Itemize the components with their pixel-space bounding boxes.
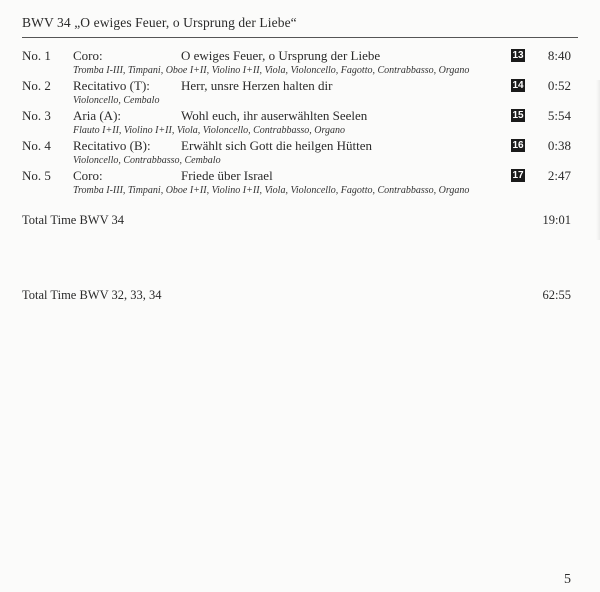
movement-type: Recitativo (B): (73, 138, 151, 153)
movement-number: No. 5 (22, 168, 51, 183)
movement-text: Friede über Israel (181, 168, 273, 183)
movement-number: No. 2 (22, 78, 51, 93)
total-label: Total Time BWV 34 (22, 213, 125, 227)
total-duration: 19:01 (542, 213, 571, 227)
track-number-badge: 16 (512, 140, 524, 151)
movement-duration: 5:54 (547, 108, 571, 123)
movement-text: Herr, unsre Herzen halten dir (181, 78, 333, 93)
movement-type: Coro: (73, 48, 103, 63)
total-duration: 62:55 (542, 288, 571, 302)
track-number-badge: 13 (512, 50, 524, 61)
movement-instrumentation: Tromba I-III, Timpani, Oboe I+II, Violino I+II, Viola, Violoncello, Fagotto, Contrabbasso, Organo (73, 185, 470, 196)
movement-number: No. 1 (22, 48, 51, 63)
movement-duration: 8:40 (547, 48, 571, 63)
track-number-badge: 17 (512, 170, 524, 181)
movement-type: Recitativo (T): (73, 78, 150, 93)
movement-type: Aria (A): (73, 108, 122, 123)
movement-instrumentation: Tromba I-III, Timpani, Oboe I+II, Violino I+II, Viola, Violoncello, Fagotto, Contrabbasso, Organo (73, 65, 470, 76)
movement-text: O ewiges Feuer, o Ursprung der Liebe (181, 48, 381, 63)
movement-number: No. 4 (22, 138, 51, 153)
movement-instrumentation: Violoncello, Contrabbasso, Cembalo (73, 155, 221, 166)
page-number: 5 (564, 572, 571, 587)
movement-instrumentation: Violoncello, Cembalo (73, 95, 160, 106)
movement-text: Erwählt sich Gott die heilgen Hütten (181, 138, 372, 153)
movement-duration: 2:47 (547, 168, 571, 183)
cantata-title: BWV 34 „O ewiges Feuer, o Ursprung der Liebe“ (22, 15, 297, 30)
movement-number: No. 3 (22, 108, 51, 123)
movement-instrumentation: Flauto I+II, Violino I+II, Viola, Violoncello, Contrabbasso, Organo (73, 125, 345, 136)
track-number-badge: 15 (512, 110, 524, 121)
movement-duration: 0:52 (547, 78, 571, 93)
movement-type: Coro: (73, 168, 103, 183)
movement-duration: 0:38 (547, 138, 571, 153)
movement-text: Wohl euch, ihr auserwählten Seelen (181, 108, 368, 123)
track-number-badge: 14 (512, 80, 524, 91)
page-edge-shadow (596, 80, 600, 240)
title-rule (22, 37, 578, 38)
total-label: Total Time BWV 32, 33, 34 (22, 288, 162, 302)
